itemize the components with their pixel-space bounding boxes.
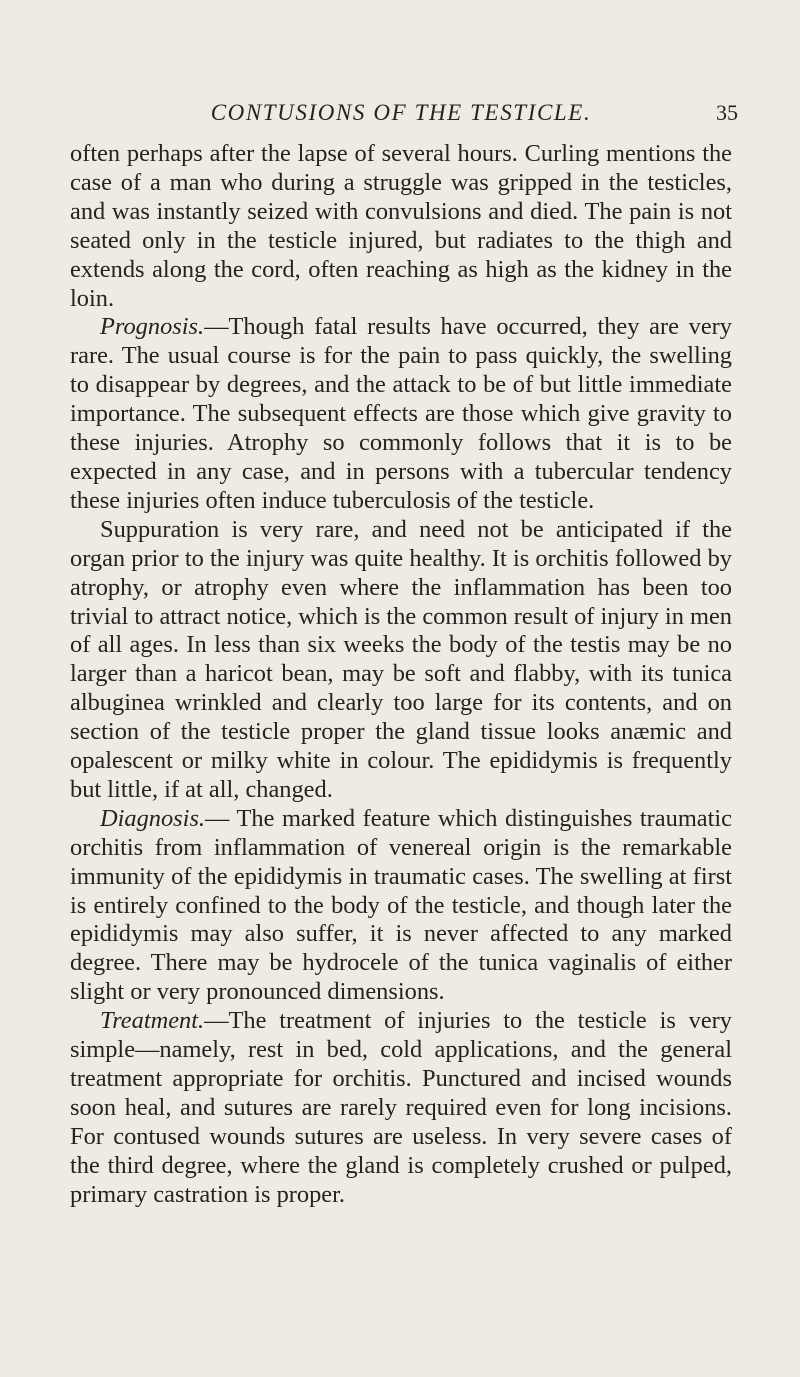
running-title: CONTUSIONS OF THE TESTICLE. [210, 100, 592, 125]
paragraph-suppuration [70, 516, 732, 805]
paragraph-diagnosis [70, 805, 732, 1007]
paragraph-text: often perhaps after the lapse of several hours. Curling mentions the case of a man who during a struggle was gripped in the testicles, and was instantly seized with convulsions and died. The pain is not seated only in the testicle injured, but radiates to the thigh and extends along the cord, often reaching as high as the kidney in the loin. [70, 140, 732, 312]
section-heading-prognosis: Prognosis. [100, 313, 205, 341]
section-heading-diagnosis: Diagnosis. [100, 804, 206, 832]
running-head [70, 98, 738, 128]
paragraph-treatment [70, 1007, 732, 1209]
paragraph-text: — The marked feature which distinguishes traumatic orchitis from inflammation of venereal origin is the remarkable immunity of the epididymis in traumatic cases. The swelling at first is entirely confined to the body of the testicle, and though later the epididymis may also suffer, it is never affected to any marked degree. There may be hydrocele of the tunica vaginalis of either slight or very pronounced dimensions. [70, 804, 732, 1006]
paragraph-prognosis [70, 313, 732, 515]
paragraph-text: —The treatment of injuries to the testicle is very simple—namely, rest in bed, cold applications, and the general treatment appropriate for orchitis. Punctured and incised wounds soon heal, and sutures are rarely required even for long incisions. For contused wounds sutures are useless. In very severe cases of the third degree, where the gland is completely crushed or pulped, primary castration is proper. [70, 1007, 732, 1208]
section-heading-treatment: Treatment. [100, 1007, 205, 1035]
paragraph-text: —Though fatal results have occurred, they are very rare. The usual course is for the pain to pass quickly, the swelling to disappear by degrees, and the attack to be of but little immediate importance. The subsequent effects are those which give gravity to these injuries. Atrophy so commonly follows that it is to be expected in any case, and in persons with a tubercular tendency these injuries often induce tuberculosis of the testicle. [70, 313, 732, 514]
body-text [70, 140, 732, 1210]
paragraph-continuation [70, 140, 732, 313]
page-number: 35 [716, 100, 738, 125]
paragraph-text: Suppuration is very rare, and need not be anticipated if the organ prior to the injury was quite healthy. It is orchitis followed by atrophy, or atrophy even where the inflammation has been too trivial to attract notice, which is the common result of injury in men of all ages. In less than six weeks the body of the testis may be no larger than a haricot bean, may be soft and flabby, with its tunica albuginea wrinkled and clearly too large for its contents, and on section of the testicle proper the gland tissue looks anæmic and opalescent or milky white in colour. The epididymis is frequently but little, if at all, changed. [70, 515, 732, 803]
